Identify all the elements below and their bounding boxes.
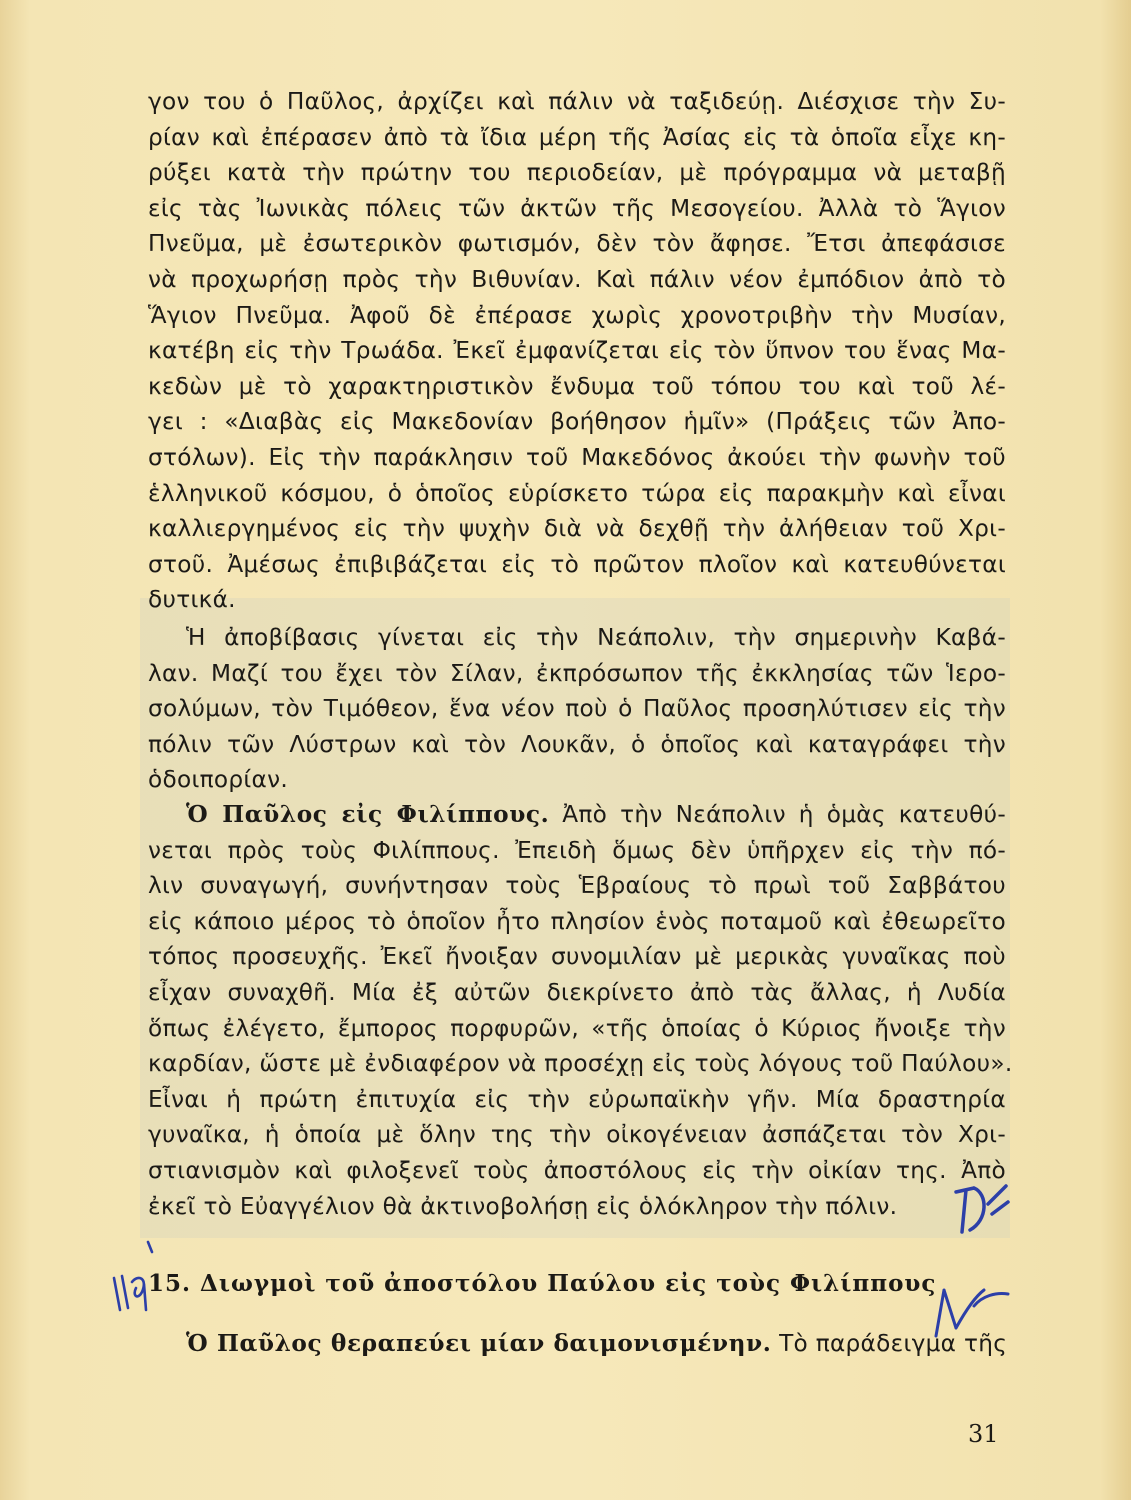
text-line: κατέβη εἰς τὴν Τρωάδα. Ἐκεῖ ἐμφανίζεται εἰς τὸν ὕπνον του ἕνας Μα- [148, 337, 1006, 365]
text-line: τόπος προσευχῆς. Ἐκεῖ ἤνοιξαν συνομιλίαν μὲ μερικὰς γυναῖκας ποὺ [148, 943, 1006, 971]
text-line: Πνεῦμα, μὲ ἐσωτερικὸν φωτισμόν, δὲν τὸν ἄφησε. Ἔτσι ἀπεφάσισε [148, 230, 1006, 258]
text-line: δυτικά. [148, 586, 236, 614]
text-line: στόλων). Εἰς τὴν παράκλησιν τοῦ Μακεδόνος ἀκούει τὴν φωνὴν τοῦ [148, 443, 1006, 471]
text-line: ἐκεῖ τὸ Εὐαγγέλιον θὰ ἀκτινοβολήσῃ εἰς ὁλόκληρον τὴν πόλιν. [148, 1192, 898, 1220]
paragraph-1 [148, 84, 1006, 618]
text-line: ὁδοιπορίαν. [148, 766, 289, 794]
handwritten-note-icon [108, 1236, 170, 1326]
paragraph-3 [148, 797, 1013, 1224]
text-line: εἰς κάποιο μέρος τὸ ὁποῖον ἦτο πλησίον ἑνὸς ποταμοῦ καὶ ἐθεωρεῖτο [148, 907, 1006, 935]
text-line: στιανισμὸν καὶ φιλοξενεῖ τοὺς ἀποστόλους εἰς τὴν οἰκίαν της. Ἀπὸ [148, 1156, 1006, 1184]
text-line: νεται πρὸς τοὺς Φιλίππους. Ἐπειδὴ ὅμως δὲν ὑπῆρχεν εἰς τὴν πό- [148, 836, 1006, 864]
handwritten-mark-icon [926, 1266, 1016, 1346]
text-line: γει : «Διαβὰς εἰς Μακεδονίαν βοήθησον ἡμῖν» (Πράξεις τῶν Ἀπο- [148, 408, 1006, 436]
text-line: καρδίαν, ὥστε μὲ ἐνδιαφέρον νὰ προσέχῃ εἰς τοὺς λόγους τοῦ Παύλου». [148, 1050, 1013, 1078]
section-heading: 15. Διωγμοὶ τοῦ ἀποστόλου Παύλου εἰς τοὺς Φιλίππους [148, 1270, 937, 1297]
text-line: ρύξει κατὰ τὴν πρώτην του περιοδείαν, μὲ πρόγραμμα νὰ μεταβῇ [148, 159, 1006, 187]
text-line: Ἅγιον Πνεῦμα. Ἀφοῦ δὲ ἐπέρασε χωρὶς χρονοτριβὴν τὴν Μυσίαν, [148, 301, 1006, 329]
text-line: κεδὼν μὲ τὸ χαρακτηριστικὸν ἔνδυμα τοῦ τόπου του καὶ τοῦ λέ- [148, 372, 1006, 400]
paragraph-2 [148, 620, 1006, 798]
text-line: λιν συναγωγή, συνήντησαν τοὺς Ἑβραίους τὸ πρωὶ τοῦ Σαββάτου [148, 872, 1006, 900]
paragraph-lead-title: Ὁ Παῦλος θεραπεύει μίαν δαιμονισμένην. [186, 1330, 772, 1357]
paragraph-lead-rest: Τὸ παράδειγμα τῆς [771, 1330, 1008, 1357]
handwritten-mark-icon [948, 1174, 1016, 1244]
page-number: 31 [968, 1420, 999, 1448]
text-line: Εἶναι ἡ πρώτη ἐπιτυχία εἰς τὴν εὐρωπαϊκὴν γῆν. Μία δραστηρία [148, 1085, 1006, 1113]
text-line: ὅπως ἐλέγετο, ἔμπορος πορφυρῶν, «τῆς ὁποίας ὁ Κύριος ἤνοιξε τὴν [148, 1014, 1006, 1042]
paragraph-lead-rest: Ἀπὸ τὴν Νεάπολιν ἡ ὁμὰς κατευθύ- [549, 801, 1006, 828]
text-line: γυναῖκα, ἡ ὁποία μὲ ὅλην της τὴν οἰκογένειαν ἀσπάζεται τὸν Χρι- [148, 1121, 1006, 1149]
paragraph-lead-title: Ὁ Παῦλος εἰς Φιλίππους. [186, 801, 550, 828]
text-line: πόλιν τῶν Λύστρων καὶ τὸν Λουκᾶν, ὁ ὁποῖος καὶ καταγράφει τὴν [148, 730, 1006, 758]
text-line: γον του ὁ Παῦλος, ἀρχίζει καὶ πάλιν νὰ ταξιδεύῃ. Διέσχισε τὴν Συ- [148, 88, 1006, 115]
text-line: ἑλληνικοῦ κόσμου, ὁ ὁποῖος εὑρίσκετο τώρα εἰς παρακμὴν καὶ εἶναι [148, 479, 1006, 507]
text-line: Ἡ ἀποβίβασις γίνεται εἰς τὴν Νεάπολιν, τὴν σημερινὴν Καβά- [186, 624, 1006, 651]
text-line [148, 797, 1006, 833]
text-line: νὰ προχωρήσῃ πρὸς τὴν Βιθυνίαν. Καὶ πάλιν νέον ἐμπόδιον ἀπὸ τὸ [148, 265, 1006, 293]
text-line: λαν. Μαζί του ἔχει τὸν Σίλαν, ἐκπρόσωπον τῆς ἐκκλησίας τῶν Ἱερο- [148, 659, 1006, 687]
text-line: ρίαν καὶ ἐπέρασεν ἀπὸ τὰ ἴδια μέρη τῆς Ἀσίας εἰς τὰ ὁποῖα εἶχε κη- [148, 123, 1006, 151]
text-line: εἰς τὰς Ἰωνικὰς πόλεις τῶν ἀκτῶν τῆς Μεσογείου. Ἀλλὰ τὸ Ἅγιον [148, 194, 1006, 222]
text-line: στοῦ. Ἀμέσως ἐπιβιβάζεται εἰς τὸ πρῶτον πλοῖον καὶ κατευθύνεται [148, 550, 1006, 578]
paragraph-4 [148, 1326, 1006, 1362]
text-line [148, 1326, 1006, 1362]
text-line: καλλιεργημένος εἰς τὴν ψυχὴν διὰ νὰ δεχθῇ τὴν ἀλήθειαν τοῦ Χρι- [148, 515, 1006, 543]
text-line: εἶχαν συναχθῆ. Μία ἐξ αὐτῶν διεκρίνετο ἀπὸ τὰς ἄλλας, ἡ Λυδία [148, 978, 1006, 1006]
text-line: σολύμων, τὸν Τιμόθεον, ἕνα νέον ποὺ ὁ Παῦλος προσηλύτισεν εἰς τὴν [148, 695, 1006, 723]
